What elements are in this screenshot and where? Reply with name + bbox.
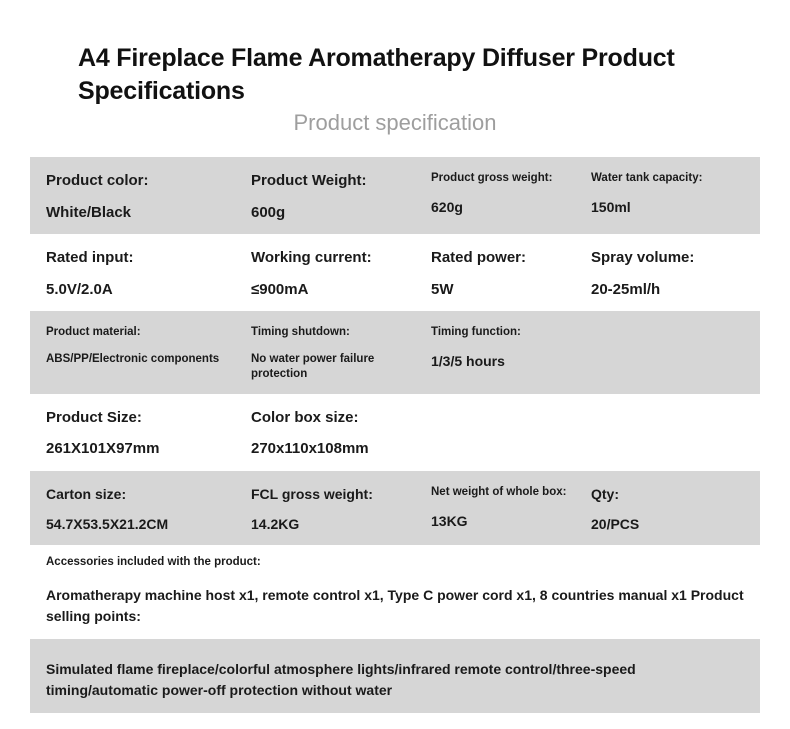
spec-cell-color-box-size	[235, 394, 415, 471]
spec-cell-timing-function	[415, 311, 575, 382]
spec-cell-timing-shutdown	[235, 311, 415, 394]
spec-cell-product-material	[30, 311, 235, 379]
spec-value: 14.2KG	[251, 516, 300, 532]
table-row	[30, 311, 760, 394]
spec-cell-water-tank	[575, 157, 760, 228]
spec-cell-empty-1	[575, 311, 760, 349]
spec-key: Rated power:	[431, 249, 527, 266]
spec-key: Qty:	[591, 485, 619, 502]
spec-value: ABS/PP/Electronic components	[46, 352, 220, 365]
spec-value: 600g	[251, 203, 286, 221]
spec-value: 620g	[431, 198, 463, 215]
spec-key: Product gross weight:	[431, 172, 553, 184]
selling-points-block	[30, 639, 760, 713]
spec-cell-carton-size	[30, 471, 235, 545]
page-subtitle: Product specification	[293, 110, 497, 135]
table-row	[30, 157, 760, 234]
spec-value: 150ml	[591, 198, 631, 215]
spec-key: Net weight of whole box:	[431, 485, 567, 498]
spec-cell-empty-3	[575, 394, 760, 432]
spec-cell-empty-2	[415, 394, 575, 432]
spec-value: ≤900mA	[251, 280, 309, 298]
spec-value: 5.0V/2.0A	[46, 280, 113, 298]
accessories-label: Accessories included with the product:	[46, 556, 261, 569]
spec-key: Product material:	[46, 326, 141, 338]
spec-key: Product Size:	[46, 408, 142, 426]
spec-value: 54.7X53.5X21.2CM	[46, 516, 169, 532]
accessories-text: Aromatherapy machine host x1, remote control x1, Type C power cord x1, 8 countries manual x1 Product selling points:	[46, 586, 744, 624]
spec-value: 5W	[431, 280, 454, 298]
spec-key: Water tank capacity:	[591, 172, 703, 184]
spec-value: 1/3/5 hours	[431, 352, 505, 369]
spec-cell-rated-input	[30, 234, 235, 311]
accessories-block	[30, 545, 760, 639]
spec-key: Product color:	[46, 172, 149, 189]
spec-value: 270x110x108mm	[251, 440, 369, 458]
spec-key: Rated input:	[46, 249, 134, 266]
spec-value: 13KG	[431, 512, 468, 529]
selling-points-text: Simulated flame fireplace/colorful atmosphere lights/infrared remote control/three-speed timing/automatic power-off protection without water	[46, 660, 636, 698]
spec-value: No water power failure protection	[251, 352, 375, 380]
spec-cell-rated-power	[415, 234, 575, 311]
spec-cell-net-weight	[415, 471, 575, 542]
spec-cell-fcl-gross-weight	[235, 471, 415, 545]
spec-key: Timing shutdown:	[251, 326, 350, 338]
spec-cell-product-weight	[235, 157, 415, 234]
table-row	[30, 471, 760, 545]
spec-key: Product Weight:	[251, 172, 367, 189]
table-row	[30, 545, 760, 639]
table-row	[30, 234, 760, 311]
spec-cell-spray-volume	[575, 234, 760, 311]
spec-cell-product-size	[30, 394, 235, 471]
spec-cell-working-current	[235, 234, 415, 311]
spec-cell-gross-weight	[415, 157, 575, 228]
spec-key: Carton size:	[46, 485, 127, 502]
spec-cell-qty	[575, 471, 760, 545]
table-row	[30, 639, 760, 713]
spec-key: Spray volume:	[591, 249, 695, 266]
spec-key: FCL gross weight:	[251, 485, 373, 502]
table-row	[30, 394, 760, 471]
spec-key: Working current:	[251, 249, 372, 266]
specification-table	[30, 157, 760, 713]
spec-value: 261X101X97mm	[46, 440, 160, 458]
page-title: A4 Fireplace Flame Aromatherapy Diffuser Product Specifications	[78, 44, 675, 105]
spec-value: 20/PCS	[591, 516, 640, 532]
spec-cell-product-color	[30, 157, 235, 234]
spec-key: Timing function:	[431, 326, 521, 338]
spec-value: White/Black	[46, 203, 132, 221]
spec-value: 20-25ml/h	[591, 280, 661, 298]
spec-key: Color box size:	[251, 408, 359, 426]
